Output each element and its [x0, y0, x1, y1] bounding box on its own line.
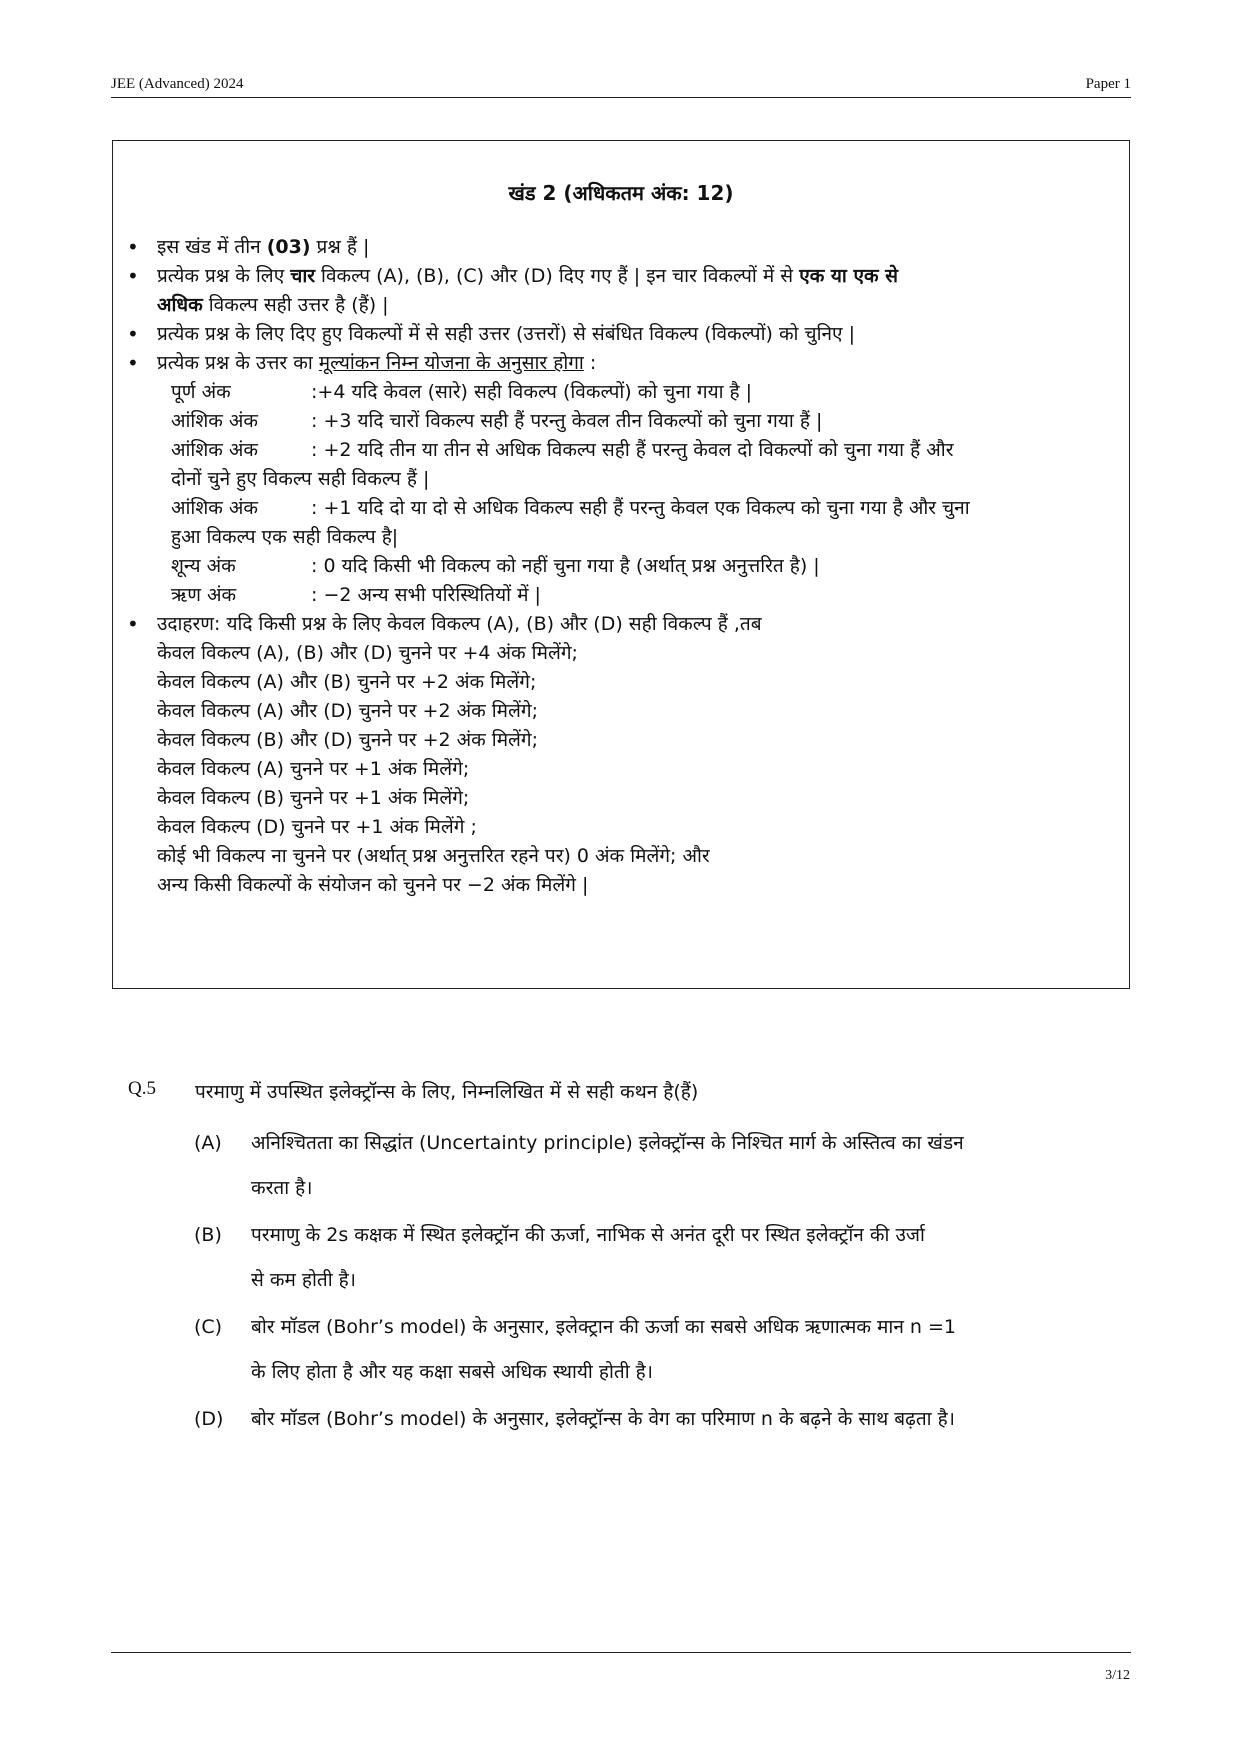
option-text: परमाणु के 2s कक्षक में स्थित इलेक्ट्रॉन की ऊर्जा, नाभिक से अनंत दूरी पर स्थित इलेक्ट्रॉन की उर्जा से कम होती है।	[251, 1224, 925, 1291]
option-label: (D)	[194, 1408, 224, 1430]
question-stem: परमाणु में उपस्थित इलेक्ट्रॉन्स के लिए, निम्नलिखित में से सही कथन है(हैं)	[195, 1081, 699, 1103]
instructions-body	[127, 233, 1115, 900]
option-text: बोर मॉडल (Bohr’s model) के अनुसार, इलेक्ट्रॉन्स के वेग का परिमाण n के बढ़ने के साथ बढ़ता है।	[251, 1408, 955, 1430]
instruction-bullet-3: • प्रत्येक प्रश्न के लिए दिए हुए विकल्पों में से सही उत्तर (उत्तरों) से संबंधित विकल्प (विकल्पों) को चुनिए |	[127, 320, 1115, 349]
option-text: बोर मॉडल (Bohr’s model) के अनुसार, इलेक्ट्रान की ऊर्जा का सबसे अधिक ऋणात्मक मान n =1 के लिए होता है और यह कक्षा सबसे अधिक स्थायी होती है।	[251, 1316, 956, 1383]
section-title: खंड 2 (अधिकतम अंक: 12)	[508, 181, 734, 205]
example-line: केवल विकल्प (A) और (D) चुनने पर +2 अंक मिलेंगे;	[157, 700, 538, 722]
question-number: Q.5	[128, 1078, 156, 1099]
footer-rule	[111, 1652, 1131, 1653]
option-label: (B)	[194, 1224, 222, 1246]
marking-row: पूर्ण अंक :+4 यदि केवल (सारे) सही विकल्प (विकल्पों) को चुना गया है |	[171, 381, 753, 403]
exam-name: JEE (Advanced) 2024	[111, 76, 244, 92]
example-list	[127, 639, 1115, 900]
marking-row-continuation: दोनों चुने हुए विकल्प सही विकल्प हैं |	[171, 468, 430, 490]
example-line: केवल विकल्प (A) और (B) चुनने पर +2 अंक मिलेंगे;	[157, 671, 537, 693]
marking-row: शून्य अंक : 0 यदि किसी भी विकल्प को नहीं चुना गया है (अर्थात् प्रश्न अनुत्तरित है) |	[171, 555, 820, 577]
marking-row: ऋण अंक : −2 अन्य सभी परिस्थितियों में |	[171, 584, 541, 606]
example-line: कोई भी विकल्प ना चुनने पर (अर्थात् प्रश्न अनुत्तरित रहने पर) 0 अंक मिलेंगे; और	[157, 845, 710, 867]
marking-row-continuation: हुआ विकल्प एक सही विकल्प है|	[171, 526, 399, 548]
example-intro: • उदाहरण: यदि किसी प्रश्न के लिए केवल विकल्प (A), (B) और (D) सही विकल्प हैं ,तब	[127, 610, 1115, 639]
instruction-bullet-1: • इस खंड में तीन (03) प्रश्न हैं |	[127, 233, 1115, 262]
instruction-bullet-2: • प्रत्येक प्रश्न के लिए चार विकल्प (A), (B), (C) और (D) दिए गए हैं | इन चार विकल्पों में से एक या एक से अधिक विकल्प सही उत्तर है (हैं) |	[127, 262, 1115, 320]
example-line: केवल विकल्प (D) चुनने पर +1 अंक मिलेंगे ;	[157, 816, 477, 838]
option-label: (C)	[194, 1316, 223, 1338]
marking-scheme	[127, 378, 1115, 610]
example-line: केवल विकल्प (A), (B) और (D) चुनने पर +4 अंक मिलेंगे;	[157, 642, 578, 664]
example-line: अन्य किसी विकल्पों के संयोजन को चुनने पर −2 अंक मिलेंगे |	[157, 874, 589, 896]
option-text: अनिश्चितता का सिद्धांत (Uncertainty principle) इलेक्ट्रॉन्स के निश्चित मार्ग के अस्तित्व का खंडन करता है।	[251, 1132, 964, 1199]
instruction-bullet-4: • प्रत्येक प्रश्न के उत्तर का मूल्यांकन निम्न योजना के अनुसार होगा :	[127, 349, 1115, 378]
example-line: केवल विकल्प (B) चुनने पर +1 अंक मिलेंगे;	[157, 787, 470, 809]
paper-label: Paper 1	[1085, 76, 1131, 92]
marking-row: आंशिक अंक : +2 यदि तीन या तीन से अधिक विकल्प सही हैं परन्तु केवल दो विकल्पों को चुना गया हैं और	[171, 439, 954, 461]
marking-row: आंशिक अंक : +3 यदि चारों विकल्प सही हैं परन्तु केवल तीन विकल्पों को चुना गया हैं |	[171, 410, 823, 432]
option-label: (A)	[194, 1132, 222, 1154]
header-rule	[111, 97, 1131, 98]
page-header	[111, 76, 1131, 96]
example-line: केवल विकल्प (A) चुनने पर +1 अंक मिलेंगे;	[157, 758, 470, 780]
marking-row: आंशिक अंक : +1 यदि दो या दो से अधिक विकल्प सही हैं परन्तु केवल एक विकल्प को चुना गया है और चुना	[171, 497, 970, 519]
page-number: 3/12	[1105, 1668, 1130, 1683]
example-line: केवल विकल्प (B) और (D) चुनने पर +2 अंक मिलेंगे;	[157, 729, 539, 751]
instructions-box	[112, 140, 1130, 989]
